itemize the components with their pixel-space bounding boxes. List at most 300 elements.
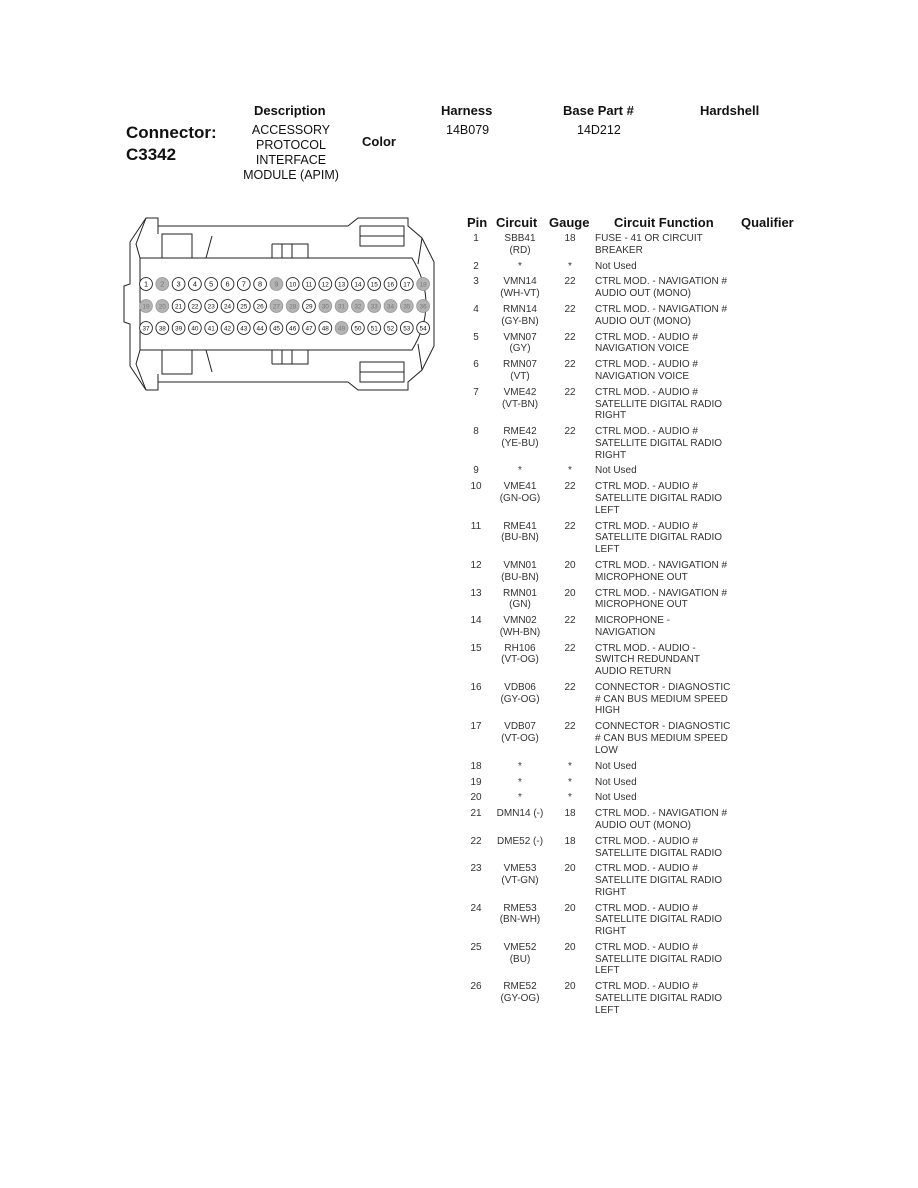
connector-pin: [221, 322, 234, 335]
circuit-line: VME41: [503, 481, 537, 493]
table-row: [466, 276, 806, 304]
gauge-cell: 20: [564, 587, 576, 599]
function-line: SATELLITE DIGITAL RADIO: [595, 914, 723, 926]
pin-label: 15: [370, 281, 378, 289]
circuit-cell: [488, 261, 552, 273]
function-cell: [595, 521, 743, 556]
pin-number: 19: [470, 776, 482, 788]
function-line: LEFT: [595, 504, 620, 516]
pin-label: 32: [354, 303, 362, 311]
function-cell: [595, 792, 743, 804]
circuit-cell: [488, 981, 552, 1004]
description-line: INTERFACE: [255, 153, 327, 167]
function-line: CTRL MOD. - NAVIGATION #: [595, 304, 728, 316]
gauge-cell: 22: [564, 276, 576, 288]
function-line: AUDIO OUT (MONO): [595, 315, 691, 327]
connector-pin: [156, 278, 169, 291]
table-row: [466, 903, 806, 942]
pin-label: 48: [321, 325, 329, 333]
function-cell: [595, 359, 743, 382]
function-line: CTRL MOD. - AUDIO #: [595, 863, 698, 875]
function-cell: [595, 465, 743, 477]
function-line: SATELLITE DIGITAL RADIO: [595, 532, 723, 544]
connector-pin: [172, 300, 185, 313]
connector-pin: [189, 322, 202, 335]
color-label: Color: [362, 134, 396, 149]
pin-label: 35: [403, 303, 411, 311]
function-line: LEFT: [595, 544, 620, 556]
base-part-label: Base Part #: [563, 103, 634, 118]
pin-number: 14: [470, 615, 482, 627]
circuit-line: RME42: [503, 426, 537, 438]
function-line: CONNECTOR - DIAGNOSTIC: [595, 721, 731, 733]
circuit-line: VDB06: [504, 682, 536, 694]
pin-number: 9: [473, 465, 479, 477]
connector-pin: [368, 322, 381, 335]
pin-label: 12: [321, 281, 329, 289]
pin-label: 49: [338, 325, 346, 333]
function-line: CTRL MOD. - AUDIO #: [595, 359, 698, 371]
pin-label: 29: [305, 303, 313, 311]
circuit-line: (VT-GN): [501, 875, 539, 887]
table-row: [466, 521, 806, 560]
col-header-gauge: Gauge: [549, 215, 590, 230]
function-line: SATELLITE DIGITAL RADIO: [595, 437, 723, 449]
circuit-line: (VT-OG): [501, 654, 539, 666]
pin-label: 30: [321, 303, 329, 311]
gauge-cell: *: [568, 760, 572, 772]
circuit-line: (VT): [510, 370, 530, 382]
function-line: Not Used: [595, 260, 637, 272]
function-line: CTRL MOD. - AUDIO #: [595, 942, 698, 954]
connector-id: C3342: [126, 145, 177, 164]
circuit-line: VME52: [503, 942, 537, 954]
connector-pin: [335, 300, 348, 313]
connector-pin: [270, 278, 283, 291]
table-row: [466, 863, 806, 902]
circuit-cell: [488, 903, 552, 926]
table-row: [466, 588, 806, 616]
pin-label: 33: [370, 303, 378, 311]
table-row: [466, 792, 806, 808]
function-line: SATELLITE DIGITAL RADIO: [595, 875, 723, 887]
pin-number: 24: [470, 902, 482, 914]
circuit-cell: [488, 359, 552, 382]
gauge-cell: 22: [564, 359, 576, 371]
function-line: # CAN BUS MEDIUM SPEED: [595, 733, 728, 745]
function-cell: [595, 304, 743, 327]
connector-pin: [221, 278, 234, 291]
function-line: LOW: [595, 744, 618, 756]
pin-label: 39: [175, 325, 183, 333]
circuit-cell: [488, 560, 552, 583]
gauge-cell: *: [568, 465, 572, 477]
circuit-cell: [488, 836, 552, 848]
function-line: Not Used: [595, 792, 637, 804]
pin-label: 11: [305, 281, 313, 289]
circuit-line: (VT-BN): [501, 398, 539, 410]
function-line: AUDIO RETURN: [595, 666, 672, 678]
pin-label: 34: [386, 303, 395, 311]
pin-number: 2: [473, 260, 479, 272]
pin-label: 10: [289, 281, 297, 289]
function-line: SATELLITE DIGITAL RADIO: [595, 993, 723, 1005]
function-line: MICROPHONE -: [595, 615, 670, 627]
table-row: [466, 261, 806, 277]
gauge-cell: 18: [564, 808, 576, 820]
gauge-cell: 22: [564, 615, 576, 627]
function-cell: [595, 560, 743, 583]
connector-pin: [237, 300, 250, 313]
connector-pin: [335, 322, 348, 335]
table-row: [466, 836, 806, 864]
circuit-cell: [488, 426, 552, 449]
function-cell: [595, 721, 743, 756]
function-line: SATELLITE DIGITAL RADIO: [595, 493, 723, 505]
pin-label: 17: [403, 281, 411, 289]
pin-label: 43: [240, 325, 248, 333]
pin-number: 16: [470, 682, 482, 694]
connector-pin: [205, 278, 218, 291]
pin-label: 14: [354, 281, 362, 289]
circuit-line: SBB41: [504, 233, 536, 244]
circuit-line: RME53: [503, 902, 537, 914]
pin-label: 25: [240, 303, 248, 311]
table-row: [466, 643, 806, 682]
pin-label: 6: [225, 279, 230, 289]
connector-pin: [140, 322, 153, 335]
function-line: Not Used: [595, 760, 637, 772]
function-cell: [595, 233, 743, 256]
gauge-cell: 20: [564, 559, 576, 571]
circuit-line: RMN01: [503, 587, 537, 599]
gauge-cell: 22: [564, 331, 576, 343]
pin-number: 3: [473, 276, 479, 288]
circuit-line: RMN14: [503, 304, 537, 316]
base-part-value: 14D212: [577, 123, 621, 137]
pin-number: 20: [470, 792, 482, 804]
circuit-line: *: [518, 776, 522, 788]
table-row: [466, 465, 806, 481]
connector-pin: [303, 278, 316, 291]
pin-label: 44: [256, 325, 264, 333]
function-line: Not Used: [595, 465, 637, 477]
gauge-cell: 20: [564, 942, 576, 954]
gauge-cell: 22: [564, 481, 576, 493]
pin-label: 13: [338, 281, 346, 289]
pin-label: 4: [192, 279, 197, 289]
function-line: NAVIGATION: [595, 626, 656, 638]
function-line: # CAN BUS MEDIUM SPEED: [595, 693, 728, 705]
pin-label: 1: [143, 279, 149, 289]
connector-diagram: [122, 214, 442, 394]
col-header-function: Circuit Function: [614, 215, 714, 230]
table-row: [466, 761, 806, 777]
circuit-line: (GY-OG): [500, 693, 540, 705]
function-line: RIGHT: [595, 449, 627, 461]
function-cell: [595, 332, 743, 355]
description-value: [236, 123, 346, 183]
connector-pin: [172, 322, 185, 335]
connector-pin: [156, 322, 169, 335]
circuit-line: (GY-BN): [501, 315, 539, 327]
pin-label: 3: [176, 279, 181, 289]
function-cell: [595, 387, 743, 422]
pin-grid: [140, 278, 430, 335]
circuit-cell: [488, 521, 552, 544]
circuit-line: *: [518, 760, 522, 772]
function-line: CTRL MOD. - NAVIGATION #: [595, 587, 728, 599]
function-line: HIGH: [595, 705, 620, 717]
pin-number: 8: [473, 426, 479, 438]
table-row: [466, 682, 806, 721]
pin-label: 36: [419, 303, 427, 311]
function-cell: [595, 588, 743, 611]
connector-pin: [254, 300, 267, 313]
function-line: MICROPHONE OUT: [595, 599, 688, 611]
pin-number: 13: [470, 587, 482, 599]
connector-pin: [368, 278, 381, 291]
connector-pin: [417, 300, 430, 313]
pin-label: 19: [142, 303, 150, 311]
function-line: RIGHT: [595, 926, 627, 938]
col-header-pin: Pin: [467, 215, 488, 230]
pin-number: 11: [470, 520, 482, 532]
circuit-cell: [488, 643, 552, 666]
function-cell: [595, 481, 743, 516]
connector-pin: [319, 278, 332, 291]
function-line: CTRL MOD. - AUDIO #: [595, 902, 698, 914]
description-line: MODULE (APIM): [243, 168, 339, 182]
connector-pin: [189, 300, 202, 313]
function-line: SWITCH REDUNDANT: [595, 654, 700, 666]
pin-label: 46: [289, 325, 297, 333]
circuit-line: VMN01: [503, 559, 537, 571]
gauge-cell: *: [568, 792, 572, 804]
pin-table: [466, 233, 806, 1021]
gauge-cell: 18: [564, 835, 576, 847]
function-line: LEFT: [595, 1004, 620, 1016]
table-row: [466, 808, 806, 836]
pin-label: 54: [419, 325, 427, 333]
pin-label: 26: [256, 303, 264, 311]
pin-label: 45: [272, 325, 280, 333]
function-line: LEFT: [595, 965, 620, 977]
circuit-cell: [488, 761, 552, 773]
connector-pin: [335, 278, 348, 291]
gauge-cell: 22: [564, 304, 576, 316]
connector-pin: [352, 322, 365, 335]
connector-pin: [205, 300, 218, 313]
table-row: [466, 304, 806, 332]
connector-pin: [254, 278, 267, 291]
function-line: BREAKER: [595, 244, 643, 256]
connector-pin: [189, 278, 202, 291]
circuit-cell: [488, 233, 552, 256]
function-line: CTRL MOD. - AUDIO #: [595, 481, 698, 493]
function-line: NAVIGATION VOICE: [595, 343, 690, 355]
circuit-line: VME53: [503, 863, 537, 875]
pin-label: 52: [386, 325, 395, 333]
circuit-cell: [488, 863, 552, 886]
table-row: [466, 332, 806, 360]
function-cell: [595, 276, 743, 299]
connector-pin: [303, 300, 316, 313]
function-line: SATELLITE DIGITAL RADIO: [595, 398, 723, 410]
function-line: CTRL MOD. - NAVIGATION #: [595, 559, 728, 571]
table-row: [466, 387, 806, 426]
circuit-cell: [488, 276, 552, 299]
pin-label: 2: [160, 279, 165, 289]
function-line: SATELLITE DIGITAL RADIO: [595, 847, 723, 859]
gauge-cell: 22: [564, 642, 576, 654]
table-row: [466, 359, 806, 387]
circuit-cell: [488, 615, 552, 638]
function-line: CTRL MOD. - AUDIO #: [595, 835, 698, 847]
pin-number: 1: [473, 233, 479, 244]
connector-pin: [352, 278, 365, 291]
circuit-line: DME52 (-): [496, 835, 544, 847]
function-line: MICROPHONE OUT: [595, 571, 688, 583]
connector-pin: [319, 300, 332, 313]
circuit-cell: [488, 387, 552, 410]
pin-label: 9: [274, 279, 279, 289]
connector-pin: [352, 300, 365, 313]
gauge-cell: *: [568, 260, 572, 272]
function-line: NAVIGATION VOICE: [595, 370, 690, 382]
circuit-line: VDB07: [504, 721, 536, 733]
circuit-cell: [488, 304, 552, 327]
circuit-line: (RD): [509, 244, 531, 256]
circuit-line: RH106: [504, 642, 536, 654]
pin-label: 28: [289, 303, 297, 311]
pin-number: 4: [473, 304, 479, 316]
connector-pin: [400, 322, 413, 335]
function-cell: [595, 808, 743, 831]
circuit-cell: [488, 481, 552, 504]
pin-label: 5: [209, 279, 214, 289]
circuit-cell: [488, 465, 552, 477]
circuit-line: *: [518, 260, 522, 272]
connector-label: Connector:: [126, 123, 217, 142]
connector-pin: [319, 322, 332, 335]
gauge-cell: 18: [564, 233, 576, 244]
gauge-cell: 22: [564, 682, 576, 694]
circuit-line: *: [518, 792, 522, 804]
gauge-cell: 22: [564, 386, 576, 398]
pin-number: 12: [470, 559, 482, 571]
pin-label: 18: [419, 281, 427, 289]
circuit-line: (GN-OG): [499, 493, 541, 505]
connector-pin: [172, 278, 185, 291]
function-cell: [595, 761, 743, 773]
connector-pin: [286, 300, 299, 313]
connector-pin: [205, 322, 218, 335]
pin-label: 20: [158, 303, 166, 311]
circuit-cell: [488, 792, 552, 804]
table-row: [466, 942, 806, 981]
col-header-circuit: Circuit: [496, 215, 538, 230]
function-line: Not Used: [595, 776, 637, 788]
connector-title: [126, 122, 217, 166]
harness-value: 14B079: [446, 123, 490, 137]
circuit-line: (GY-OG): [500, 993, 540, 1005]
circuit-line: VMN02: [503, 615, 537, 627]
table-row: [466, 481, 806, 520]
function-cell: [595, 981, 743, 1016]
gauge-cell: 22: [564, 520, 576, 532]
col-header-qualifier: Qualifier: [741, 215, 794, 230]
circuit-line: VMN07: [503, 331, 537, 343]
function-line: AUDIO OUT (MONO): [595, 819, 691, 831]
function-line: CTRL MOD. - AUDIO #: [595, 981, 698, 993]
pin-number: 6: [473, 359, 479, 371]
pin-label: 41: [207, 325, 215, 333]
gauge-cell: 20: [564, 902, 576, 914]
circuit-line: RMN07: [503, 359, 537, 371]
function-line: CTRL MOD. - NAVIGATION #: [595, 276, 728, 288]
function-cell: [595, 903, 743, 938]
connector-pin: [384, 278, 397, 291]
circuit-cell: [488, 588, 552, 611]
hardshell-label: Hardshell: [700, 103, 760, 118]
function-line: CONNECTOR - DIAGNOSTIC: [595, 682, 731, 694]
function-cell: [595, 261, 743, 273]
circuit-line: (BU-BN): [501, 571, 539, 583]
function-cell: [595, 942, 743, 977]
function-line: CTRL MOD. - AUDIO #: [595, 331, 698, 343]
function-line: RIGHT: [595, 886, 627, 898]
function-cell: [595, 426, 743, 461]
table-row: [466, 615, 806, 643]
function-line: CTRL MOD. - AUDIO #: [595, 386, 698, 398]
description-label: Description: [254, 103, 326, 118]
function-cell: [595, 863, 743, 898]
circuit-line: VME42: [503, 386, 537, 398]
pin-number: 22: [470, 835, 482, 847]
function-line: CTRL MOD. - NAVIGATION #: [595, 808, 728, 820]
connector-pin: [221, 300, 234, 313]
circuit-line: RME41: [503, 520, 537, 532]
connector-pin: [384, 322, 397, 335]
function-line: CTRL MOD. - AUDIO #: [595, 520, 698, 532]
connector-pin: [237, 322, 250, 335]
harness-label: Harness: [441, 103, 493, 118]
circuit-line: (BU): [509, 953, 531, 965]
pin-label: 42: [223, 325, 232, 333]
pin-label: 38: [158, 325, 166, 333]
circuit-cell: [488, 721, 552, 744]
pin-label: 16: [386, 281, 395, 289]
circuit-line: (WH-BN): [499, 626, 541, 638]
pin-number: 15: [470, 642, 482, 654]
connector-pin: [384, 300, 397, 313]
pin-label: 47: [305, 325, 313, 333]
table-row: [466, 233, 806, 261]
description-line: ACCESSORY: [251, 123, 331, 137]
connector-pin: [286, 278, 299, 291]
connector-pin: [417, 278, 430, 291]
circuit-line: DMN14 (-): [496, 808, 544, 820]
connector-pin: [368, 300, 381, 313]
circuit-cell: [488, 942, 552, 965]
pin-number: 25: [470, 942, 482, 954]
function-line: FUSE - 41 OR CIRCUIT: [595, 233, 703, 244]
circuit-cell: [488, 808, 552, 820]
circuit-line: *: [518, 465, 522, 477]
circuit-line: (BN-WH): [499, 914, 541, 926]
circuit-cell: [488, 682, 552, 705]
